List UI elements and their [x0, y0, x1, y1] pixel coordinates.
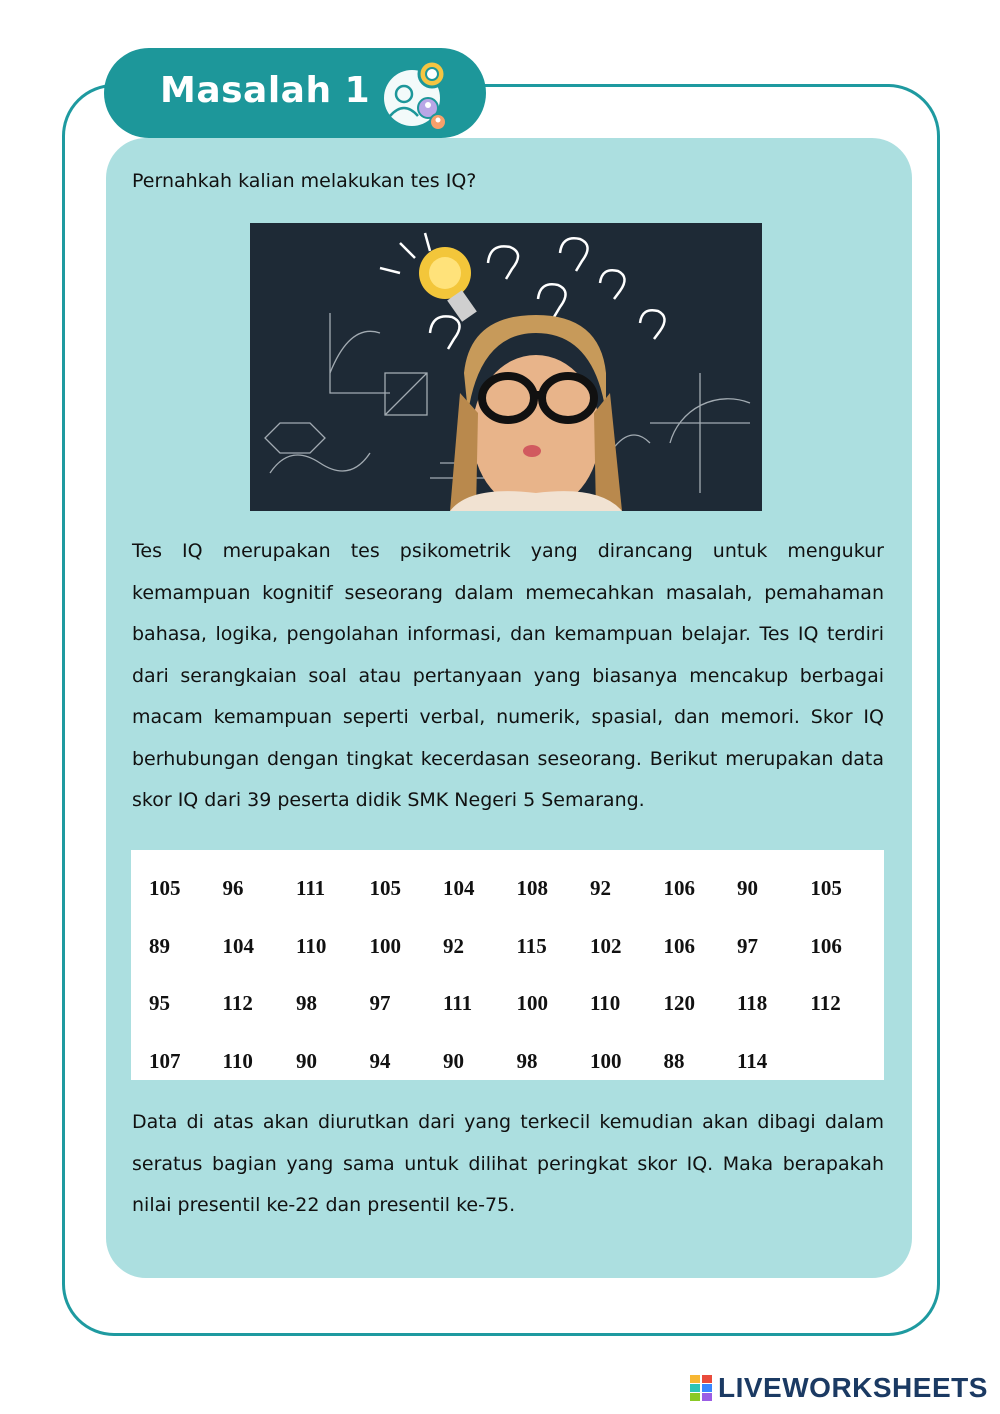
table-cell: 104	[442, 876, 475, 901]
table-cell: 118	[736, 991, 768, 1016]
table-cell: 100	[516, 991, 548, 1016]
table-cell: 105	[149, 876, 181, 901]
percentile-question-paragraph: Data di atas akan diurutkan dari yang terkecil kemudian akan dibagi dalam seratus bagian yang sama untuk dilihat peringkat skor IQ. Maka berapakah nilai presentil ke-22 dan presentil ke-75.	[132, 1111, 884, 1216]
table-cell: 92	[442, 933, 464, 958]
table-cell: 106	[663, 876, 695, 901]
iq-score-table	[131, 850, 884, 1080]
table-cell: 97	[369, 991, 391, 1016]
table-cell: 114	[736, 1048, 768, 1073]
table-row	[149, 975, 884, 1033]
table-cell: 115	[516, 933, 547, 958]
liveworksheets-brand[interactable]	[690, 1372, 988, 1404]
table-cell: 98	[296, 991, 317, 1016]
description-paragraph: Tes IQ merupakan tes psikometrik yang dirancang untuk mengukur kemampuan kognitif seseorang dalam memecahkan masalah, pemahaman bahasa, logika, pengolahan informasi, dan kemampuan belajar. Tes IQ terdiri dari serangkaian soal atau pertanyaan yang biasanya mencakup berbagai macam kemampuan seperti verbal, numerik, spasial, dan memori. Skor IQ berhubungan dengan tingkat kecerdasan seseorang. Berikut merupakan data skor IQ dari 39 peserta didik SMK Negeri 5 Semarang.	[132, 540, 884, 811]
table-cell: 95	[149, 991, 170, 1016]
table-cell: 104	[222, 933, 254, 958]
table-cell: 102	[589, 933, 622, 958]
table-row	[149, 860, 884, 918]
table-cell: 111	[296, 876, 326, 901]
table-cell: 106	[810, 933, 842, 958]
intro-question: Pernahkah kalian melakukan tes IQ?	[132, 170, 477, 192]
section-title: Masalah 1	[160, 70, 371, 111]
table-row	[149, 918, 884, 976]
table-cell: 94	[369, 1048, 391, 1073]
table-cell: 90	[442, 1048, 464, 1073]
table-cell	[810, 1033, 884, 1091]
table-cell: 107	[149, 1048, 181, 1073]
table-cell: 110	[296, 933, 327, 958]
table-cell: 105	[369, 876, 401, 901]
table-cell: 98	[516, 1048, 538, 1073]
table-cell: 110	[589, 991, 621, 1016]
table-cell: 100	[369, 933, 401, 958]
table-row	[149, 1033, 884, 1091]
thinking-girl-lightbulb-image	[250, 223, 762, 511]
table-cell: 90	[296, 1048, 317, 1073]
brand-name: LIVEWORKSHEETS	[718, 1372, 988, 1403]
table-cell: 112	[810, 991, 841, 1016]
table-cell: 110	[222, 1048, 253, 1073]
table-cell: 88	[663, 1048, 685, 1073]
table-cell: 111	[442, 991, 473, 1016]
table-cell: 108	[516, 876, 548, 901]
table-cell: 106	[663, 933, 695, 958]
table-cell: 100	[589, 1048, 622, 1073]
people-search-icon	[382, 54, 464, 134]
table-cell: 89	[149, 933, 170, 958]
table-cell: 97	[736, 933, 758, 958]
table-cell: 90	[736, 876, 758, 901]
liveworksheets-logo-icon	[690, 1375, 712, 1401]
table-cell: 96	[222, 876, 244, 901]
table-cell: 112	[222, 991, 253, 1016]
table-cell: 120	[663, 991, 695, 1016]
table-cell: 92	[589, 876, 611, 901]
table-cell: 105	[810, 876, 842, 901]
section-tab	[104, 48, 486, 138]
